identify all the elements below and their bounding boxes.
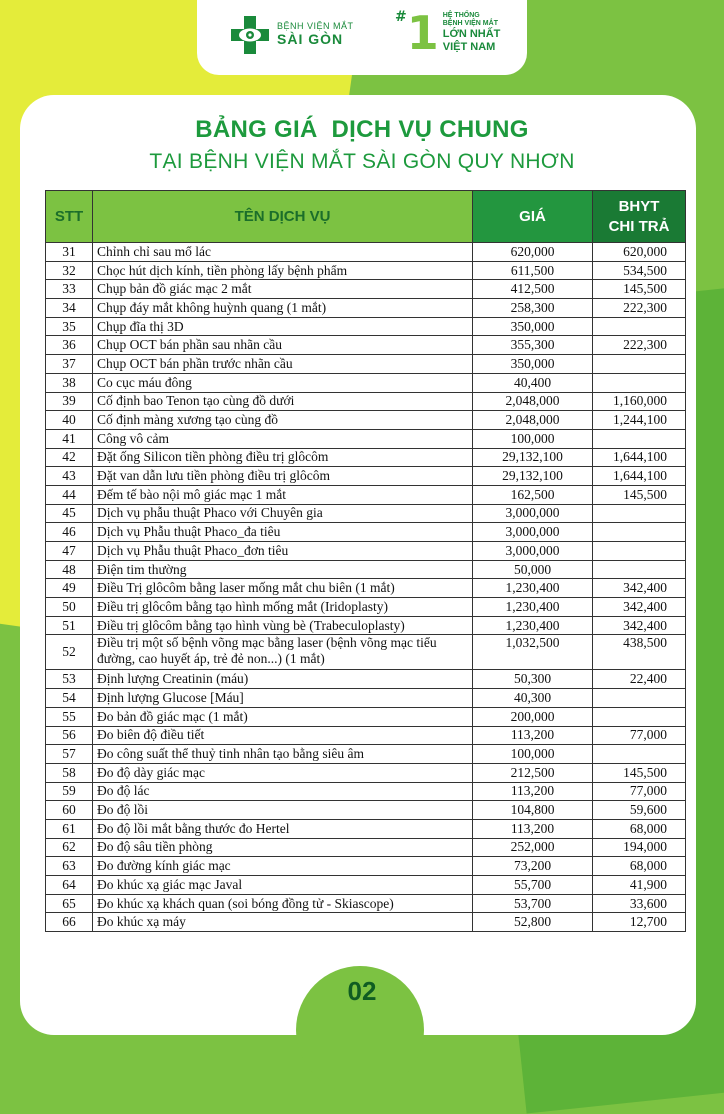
- row-service-name: Dịch vụ Phẫu thuật Phaco_đơn tiêu: [93, 542, 473, 561]
- row-stt: 47: [46, 542, 93, 561]
- table-row: [46, 261, 686, 280]
- row-stt: 62: [46, 838, 93, 857]
- badge-line-4: VIỆT NAM: [442, 41, 496, 54]
- row-bhyt: 12,700: [593, 913, 686, 932]
- table-row: [46, 745, 686, 764]
- logo-top-text: BỆNH VIỆN MẮT: [277, 21, 354, 32]
- row-service-name: Công vô cảm: [93, 429, 473, 448]
- row-stt: 50: [46, 598, 93, 617]
- row-stt: 40: [46, 411, 93, 430]
- row-stt: 66: [46, 913, 93, 932]
- row-price: 212,500: [473, 763, 593, 782]
- table-row: [46, 523, 686, 542]
- row-stt: 63: [46, 857, 93, 876]
- row-price: 162,500: [473, 485, 593, 504]
- row-price: 73,200: [473, 857, 593, 876]
- row-bhyt: [593, 373, 686, 392]
- logo-bottom-text: SÀI GÒN: [277, 31, 344, 48]
- table-row: [46, 280, 686, 299]
- row-bhyt: 22,400: [593, 670, 686, 689]
- table-row: [46, 707, 686, 726]
- table-row: [46, 838, 686, 857]
- row-bhyt: 145,500: [593, 485, 686, 504]
- row-stt: 37: [46, 355, 93, 374]
- row-service-name: Chụp bản đồ giác mạc 2 mắt: [93, 280, 473, 299]
- table-row: [46, 355, 686, 374]
- row-stt: 36: [46, 336, 93, 355]
- row-service-name: Chụp OCT bán phần trước nhãn cầu: [93, 355, 473, 374]
- row-bhyt: [593, 504, 686, 523]
- column-header-name: TÊN DỊCH VỤ: [93, 191, 473, 243]
- row-bhyt: [593, 429, 686, 448]
- eye-cross-logo-icon: [229, 14, 271, 56]
- table-row: [46, 542, 686, 561]
- row-price: 1,230,400: [473, 579, 593, 598]
- column-header-stt: STT: [46, 191, 93, 243]
- row-service-name: Chọc hút dịch kính, tiền phòng lấy bệnh phẩm: [93, 261, 473, 280]
- row-bhyt: 222,300: [593, 299, 686, 318]
- table-row: [46, 317, 686, 336]
- page-title: BẢNG GIÁ DỊCH VỤ CHUNG: [195, 116, 529, 143]
- row-price: 50,300: [473, 670, 593, 689]
- row-stt: 33: [46, 280, 93, 299]
- table-row: [46, 635, 686, 670]
- table-row: [46, 819, 686, 838]
- row-service-name: Đo độ sâu tiền phòng: [93, 838, 473, 857]
- row-stt: 42: [46, 448, 93, 467]
- row-service-name: Dịch vụ phẫu thuật Phaco với Chuyên gia: [93, 504, 473, 523]
- table-row: [46, 726, 686, 745]
- row-service-name: Điện tim thường: [93, 560, 473, 579]
- row-service-name: Đo bản đồ giác mạc (1 mắt): [93, 707, 473, 726]
- row-bhyt: [593, 689, 686, 708]
- row-price: 100,000: [473, 745, 593, 764]
- row-service-name: Định lượng Glucose [Máu]: [93, 689, 473, 708]
- row-bhyt: 342,400: [593, 598, 686, 617]
- row-price: 55,700: [473, 876, 593, 895]
- row-bhyt: 342,400: [593, 579, 686, 598]
- row-service-name: Chỉnh chỉ sau mổ lác: [93, 243, 473, 262]
- row-price: 113,200: [473, 819, 593, 838]
- page-number: 02: [347, 976, 377, 1006]
- row-price: 40,300: [473, 689, 593, 708]
- row-service-name: Đo biên độ điều tiết: [93, 726, 473, 745]
- row-price: 355,300: [473, 336, 593, 355]
- row-stt: 61: [46, 819, 93, 838]
- table-row: [46, 467, 686, 486]
- row-price: 3,000,000: [473, 542, 593, 561]
- row-bhyt: 438,500: [593, 635, 686, 670]
- table-row: [46, 243, 686, 262]
- row-service-name: Đặt ống Silicon tiền phòng điều trị glôcôm: [93, 448, 473, 467]
- table-row: [46, 801, 686, 820]
- row-stt: 53: [46, 670, 93, 689]
- row-stt: 49: [46, 579, 93, 598]
- row-stt: 57: [46, 745, 93, 764]
- row-bhyt: 41,900: [593, 876, 686, 895]
- table-body: [46, 243, 686, 932]
- row-stt: 31: [46, 243, 93, 262]
- row-stt: 52: [46, 635, 93, 670]
- row-price: 620,000: [473, 243, 593, 262]
- row-price: 40,400: [473, 373, 593, 392]
- row-service-name: Điều trị một số bệnh võng mạc bằng laser (bệnh võng mạc tiểu đường, cao huyết áp, trẻ đẻ non...) (1 mắt): [93, 635, 473, 670]
- row-bhyt: 342,400: [593, 616, 686, 635]
- table-row: [46, 485, 686, 504]
- table-row: [46, 579, 686, 598]
- page-subtitle: TẠI BỆNH VIỆN MẮT SÀI GÒN QUY NHƠN: [149, 150, 575, 173]
- table-row: [46, 598, 686, 617]
- row-bhyt: 59,600: [593, 801, 686, 820]
- row-stt: 39: [46, 392, 93, 411]
- row-stt: 51: [46, 616, 93, 635]
- badge-line-1: HỆ THỐNG: [442, 12, 480, 20]
- row-price: 3,000,000: [473, 504, 593, 523]
- row-service-name: Điều trị glôcôm bằng tạo hình vùng bè (Trabeculoplasty): [93, 616, 473, 635]
- row-service-name: Cố định bao Tenon tạo cùng đồ dưới: [93, 392, 473, 411]
- row-bhyt: [593, 317, 686, 336]
- table-header-row: [46, 191, 686, 243]
- row-price: 52,800: [473, 913, 593, 932]
- row-service-name: Đặt van dẫn lưu tiền phòng điều trị glôcôm: [93, 467, 473, 486]
- table-row: [46, 670, 686, 689]
- table-row: [46, 448, 686, 467]
- row-stt: 58: [46, 763, 93, 782]
- table-row: [46, 763, 686, 782]
- badge-line-3: LỚN NHẤT: [442, 28, 501, 41]
- table-row: [46, 876, 686, 895]
- table-row: [46, 336, 686, 355]
- row-price: 2,048,000: [473, 411, 593, 430]
- row-service-name: Đo độ lồi: [93, 801, 473, 820]
- table-row: [46, 429, 686, 448]
- row-service-name: Co cục máu đông: [93, 373, 473, 392]
- table-row: [46, 782, 686, 801]
- row-stt: 34: [46, 299, 93, 318]
- row-service-name: Điều trị glôcôm bằng tạo hình mống mắt (Iridoplasty): [93, 598, 473, 617]
- row-price: 258,300: [473, 299, 593, 318]
- row-price: 3,000,000: [473, 523, 593, 542]
- row-bhyt: 620,000: [593, 243, 686, 262]
- row-bhyt: 222,300: [593, 336, 686, 355]
- header-logo-card: [197, 0, 527, 75]
- table-row: [46, 616, 686, 635]
- row-price: 2,048,000: [473, 392, 593, 411]
- row-price: 412,500: [473, 280, 593, 299]
- row-price: 113,200: [473, 726, 593, 745]
- row-bhyt: 68,000: [593, 819, 686, 838]
- row-bhyt: [593, 355, 686, 374]
- row-bhyt: 534,500: [593, 261, 686, 280]
- badge-line-2: BỆNH VIỆN MẮT: [442, 20, 498, 28]
- row-price: 29,132,100: [473, 448, 593, 467]
- row-service-name: Đo độ dày giác mạc: [93, 763, 473, 782]
- row-price: 1,032,500: [473, 635, 593, 670]
- row-price: 611,500: [473, 261, 593, 280]
- table-row: [46, 504, 686, 523]
- hospital-logo: [229, 14, 354, 56]
- number-one-badge: [395, 6, 501, 60]
- row-price: 29,132,100: [473, 467, 593, 486]
- row-service-name: Chụp OCT bán phần sau nhãn cầu: [93, 336, 473, 355]
- row-service-name: Đo công suất thể thuỷ tinh nhân tạo bằng siêu âm: [93, 745, 473, 764]
- row-service-name: Cố định màng xương tạo cùng đồ: [93, 411, 473, 430]
- row-stt: 46: [46, 523, 93, 542]
- row-service-name: Đo độ lác: [93, 782, 473, 801]
- table-row: [46, 299, 686, 318]
- row-service-name: Định lượng Creatinin (máu): [93, 670, 473, 689]
- price-table: [45, 190, 686, 932]
- row-stt: 35: [46, 317, 93, 336]
- table-row: [46, 894, 686, 913]
- row-service-name: Đo đường kính giác mạc: [93, 857, 473, 876]
- row-bhyt: [593, 745, 686, 764]
- row-bhyt: [593, 542, 686, 561]
- table-row: [46, 411, 686, 430]
- row-price: 252,000: [473, 838, 593, 857]
- row-stt: 48: [46, 560, 93, 579]
- row-stt: 64: [46, 876, 93, 895]
- row-bhyt: 33,600: [593, 894, 686, 913]
- row-bhyt: 1,160,000: [593, 392, 686, 411]
- row-stt: 44: [46, 485, 93, 504]
- row-bhyt: 194,000: [593, 838, 686, 857]
- column-header-bhyt: BHYT CHI TRẢ: [593, 191, 686, 243]
- row-bhyt: 145,500: [593, 280, 686, 299]
- row-price: 350,000: [473, 317, 593, 336]
- row-stt: 55: [46, 707, 93, 726]
- row-price: 50,000: [473, 560, 593, 579]
- row-service-name: Điều Trị glôcôm bằng laser mống mắt chu biên (1 mắt): [93, 579, 473, 598]
- table-row: [46, 689, 686, 708]
- row-service-name: Đo khúc xạ máy: [93, 913, 473, 932]
- row-bhyt: 145,500: [593, 763, 686, 782]
- row-bhyt: [593, 523, 686, 542]
- row-stt: 56: [46, 726, 93, 745]
- row-service-name: Chụp đĩa thị 3D: [93, 317, 473, 336]
- row-service-name: Dịch vụ Phẫu thuật Phaco_đa tiêu: [93, 523, 473, 542]
- row-bhyt: 68,000: [593, 857, 686, 876]
- row-price: 200,000: [473, 707, 593, 726]
- row-stt: 59: [46, 782, 93, 801]
- row-price: 350,000: [473, 355, 593, 374]
- row-service-name: Đo khúc xạ khách quan (soi bóng đồng tử - Skiascope): [93, 894, 473, 913]
- row-stt: 43: [46, 467, 93, 486]
- row-price: 1,230,400: [473, 598, 593, 617]
- table-row: [46, 913, 686, 932]
- table-row: [46, 392, 686, 411]
- row-stt: 45: [46, 504, 93, 523]
- table-row: [46, 373, 686, 392]
- table-row: [46, 560, 686, 579]
- row-stt: 54: [46, 689, 93, 708]
- number-one-mark: #1: [395, 6, 439, 60]
- row-stt: 38: [46, 373, 93, 392]
- row-bhyt: 1,244,100: [593, 411, 686, 430]
- row-bhyt: 1,644,100: [593, 467, 686, 486]
- row-stt: 65: [46, 894, 93, 913]
- row-price: 113,200: [473, 782, 593, 801]
- row-price: 53,700: [473, 894, 593, 913]
- row-stt: 41: [46, 429, 93, 448]
- row-stt: 32: [46, 261, 93, 280]
- row-service-name: Đo khúc xạ giác mạc Javal: [93, 876, 473, 895]
- row-bhyt: 77,000: [593, 726, 686, 745]
- row-service-name: Đếm tế bào nội mô giác mạc 1 mắt: [93, 485, 473, 504]
- row-service-name: Đo độ lồi mắt bằng thước đo Hertel: [93, 819, 473, 838]
- row-service-name: Chụp đáy mắt không huỳnh quang (1 mắt): [93, 299, 473, 318]
- row-price: 104,800: [473, 801, 593, 820]
- row-bhyt: [593, 560, 686, 579]
- table-row: [46, 857, 686, 876]
- row-price: 100,000: [473, 429, 593, 448]
- row-bhyt: 77,000: [593, 782, 686, 801]
- column-header-price: GIÁ: [473, 191, 593, 243]
- row-stt: 60: [46, 801, 93, 820]
- row-bhyt: [593, 707, 686, 726]
- row-bhyt: 1,644,100: [593, 448, 686, 467]
- row-price: 1,230,400: [473, 616, 593, 635]
